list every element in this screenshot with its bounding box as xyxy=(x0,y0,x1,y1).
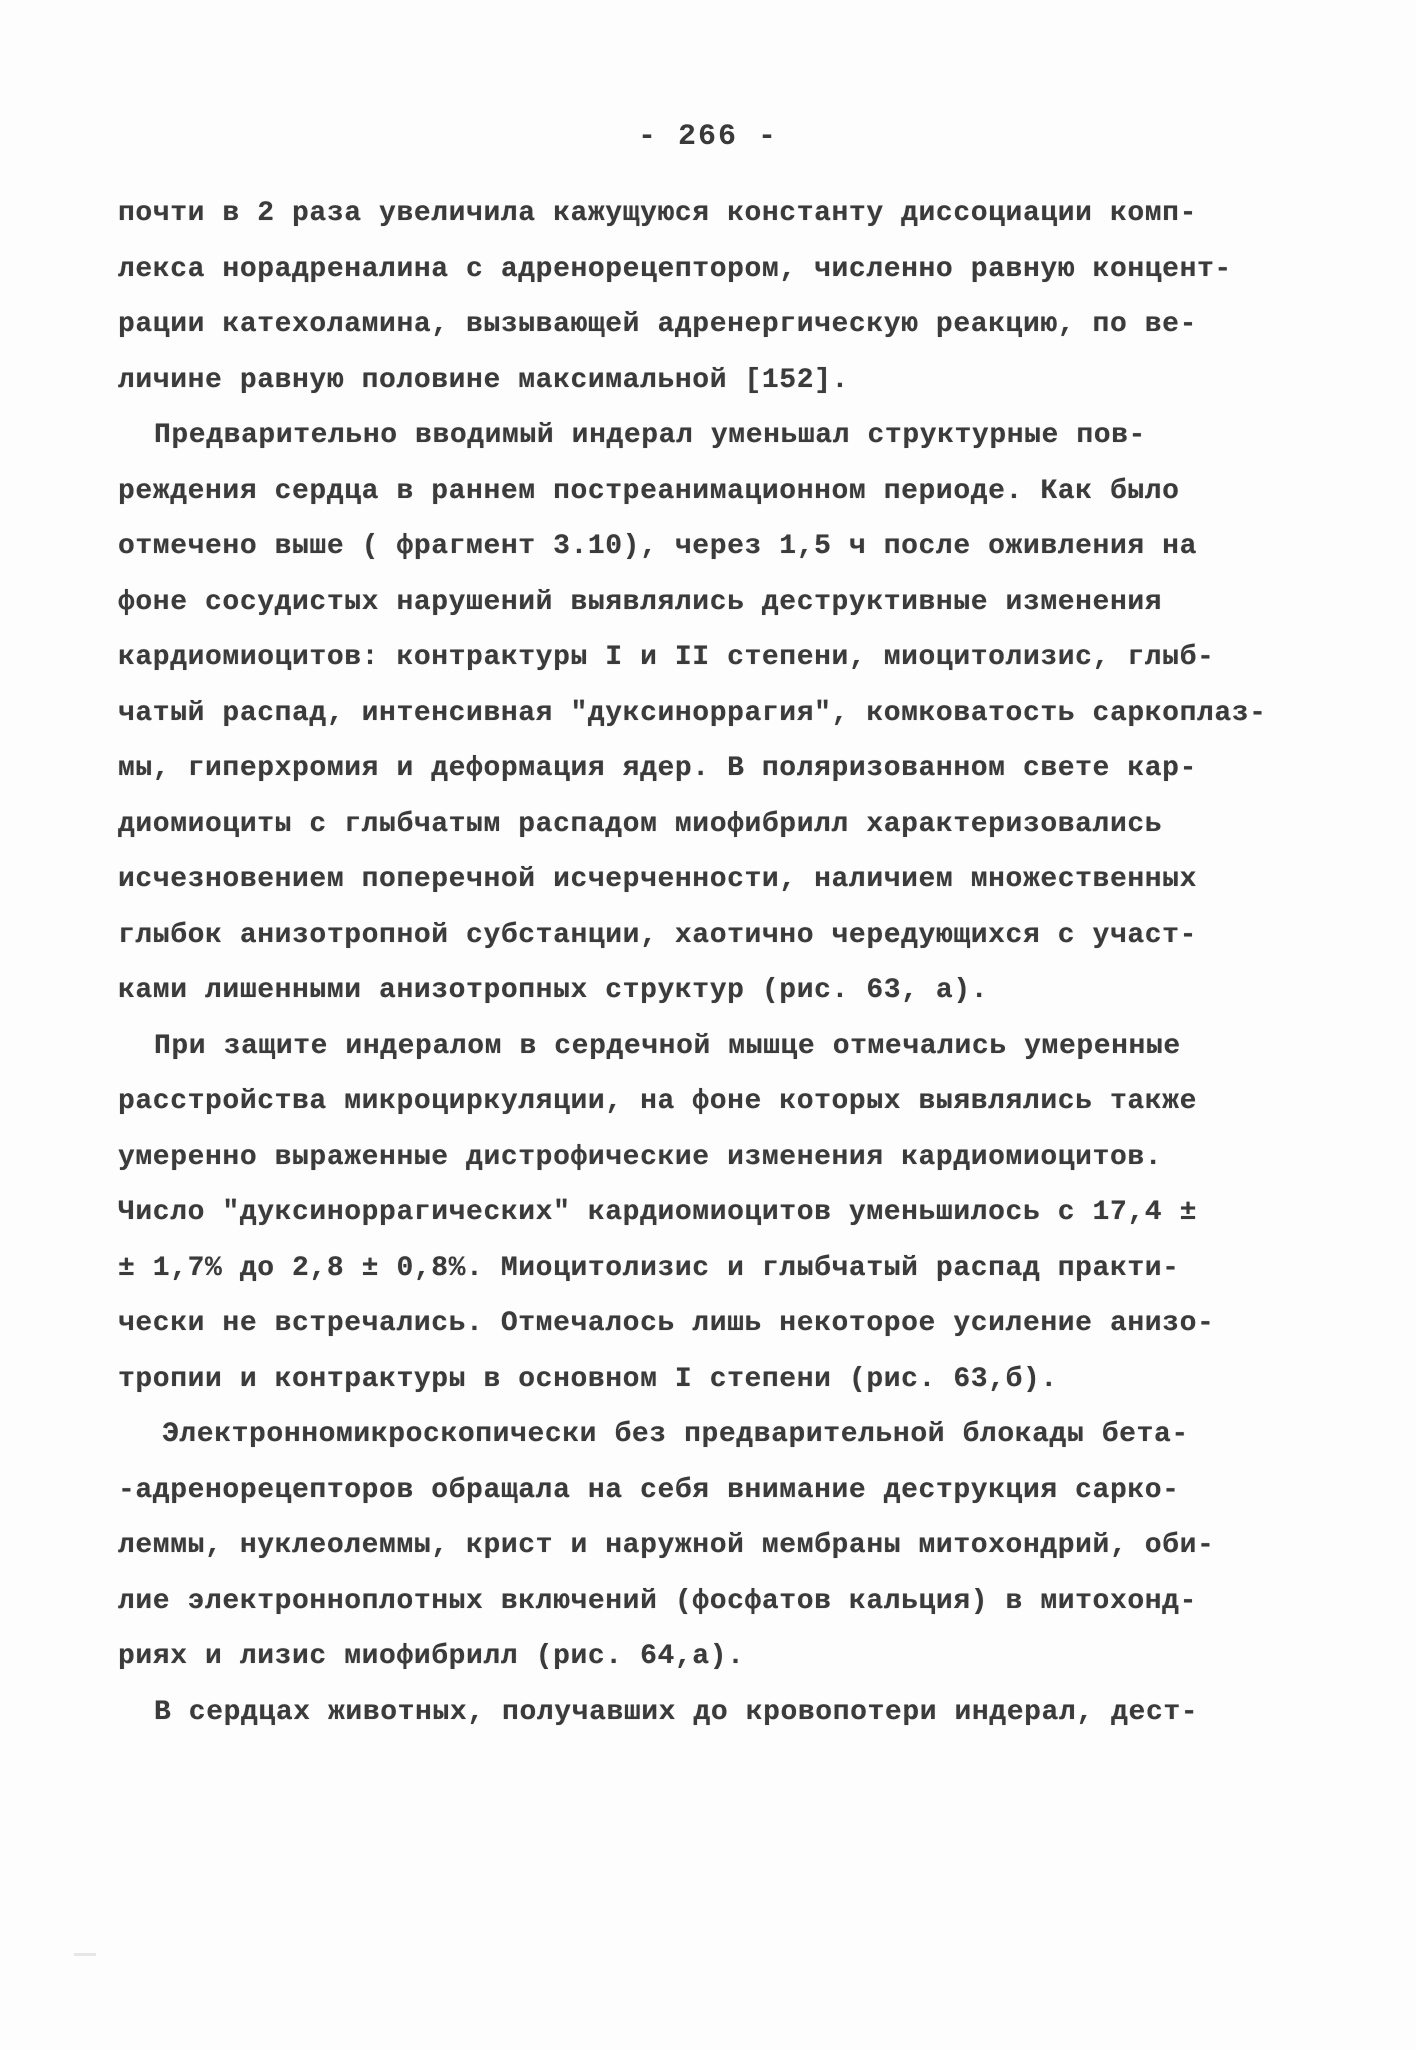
text-line: лекса норадреналина с адренорецептором, численно равную концент- xyxy=(118,253,1232,285)
body-text xyxy=(118,186,1278,1740)
text-line: фоне сосудистых нарушений выявлялись деструктивные изменения xyxy=(118,586,1163,618)
text-line: тропии и контрактуры в основном I степени (рис. 63,б). xyxy=(118,1363,1058,1395)
text-line: умеренно выраженные дистрофические изменения кардиомиоцитов. xyxy=(118,1141,1163,1173)
text-line: почти в 2 раза увеличила кажущуюся константу диссоциации комп- xyxy=(118,198,1197,229)
text-line: реждения сердца в раннем постреанимационном периоде. Как было xyxy=(118,475,1180,507)
text-line: чески не встречались. Отмечалось лишь некоторое усиление анизо- xyxy=(118,1308,1215,1339)
text-line: риях и лизис миофибрилл (рис. 64,а). xyxy=(118,1641,745,1672)
text-line: ками лишенными анизотропных структур (рис. 63, а). xyxy=(118,975,989,1006)
scan-artifact xyxy=(74,1953,96,1956)
text-line: ± 1,7% до 2,8 ± 0,8%. Миоцитолизис и глыбчатый распад практи- xyxy=(118,1252,1180,1284)
paragraph-start-line: Предварительно вводимый индерал уменьшал структурные пов- xyxy=(154,420,1146,451)
text-line: чатый распад, интенсивная "дуксиноррагия", комковатость саркоплаз- xyxy=(118,697,1267,729)
paragraph-start-line: В сердцах животных, получавших до кровопотери индерал, дест- xyxy=(154,1696,1199,1728)
text-line: рации катехоламина, вызывающей адренергическую реакцию, по ве- xyxy=(118,309,1197,340)
text-line: Число "дуксиноррагических" кардиомиоцитов уменьшилось с 17,4 ± xyxy=(118,1197,1197,1228)
text-line: леммы, нуклеолеммы, крист и наружной мембраны митохондрий, оби- xyxy=(118,1530,1215,1561)
text-line: лие электронноплотных включений (фосфатов кальция) в митохонд- xyxy=(118,1585,1197,1617)
paragraph-start-line: При защите индералом в сердечной мышце отмечались умеренные xyxy=(154,1030,1181,1062)
text-line: глыбок анизотропной субстанции, хаотично чередующихся с участ- xyxy=(118,919,1197,951)
paragraph-start-line: Электронномикроскопически без предварительной блокады бета- xyxy=(162,1419,1189,1450)
text-line: исчезновением поперечной исчерченности, наличием множественных xyxy=(118,864,1197,895)
text-line: мы, гиперхромия и деформация ядер. В поляризованном свете кар- xyxy=(118,753,1197,784)
text-line: отмечено выше ( фрагмент 3.10), через 1,5 ч после оживления на xyxy=(118,531,1197,562)
text-line: -адренорецепторов обращала на себя внимание деструкция сарко- xyxy=(118,1474,1180,1506)
text-line: диомиоциты с глыбчатым распадом миофибрилл характеризовались xyxy=(118,808,1163,840)
text-line: личине равную половине максимальной [152]. xyxy=(118,364,849,396)
text-line: расстройства микроциркуляции, на фоне которых выявлялись также xyxy=(118,1086,1197,1117)
page-number: - 266 - xyxy=(637,120,779,154)
text-line: кардиомиоцитов: контрактуры I и II степени, миоцитолизис, глыб- xyxy=(118,642,1215,673)
